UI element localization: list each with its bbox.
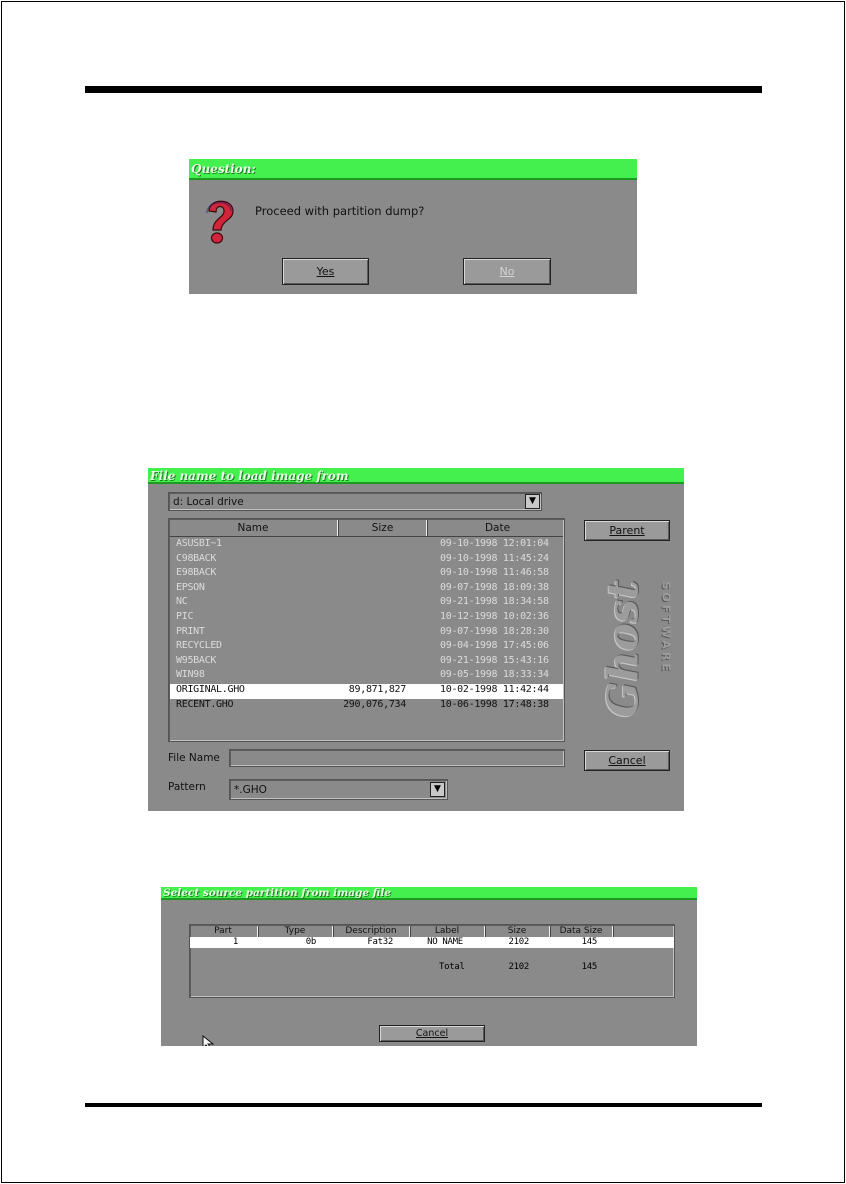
drive-value: d: Local drive xyxy=(173,496,244,508)
file-row[interactable] xyxy=(170,567,563,582)
file-row[interactable] xyxy=(170,626,563,641)
file-date: 10-12-1998 10:02:36 xyxy=(440,611,549,622)
no-button-label: No xyxy=(499,265,515,278)
file-name: W95BACK xyxy=(176,654,217,666)
file-size: 89,871,827 xyxy=(348,684,406,695)
triangle-down-icon[interactable]: ▼ xyxy=(525,494,540,509)
mouse-pointer-icon xyxy=(202,1034,218,1046)
file-row[interactable] xyxy=(170,553,563,568)
file-name-input[interactable] xyxy=(229,749,565,767)
file-size: 290,076,734 xyxy=(343,698,406,710)
partition-total-row xyxy=(190,962,674,973)
header-rule xyxy=(85,86,762,93)
partition-row[interactable] xyxy=(190,937,674,948)
ghost-logo-text: Ghost xyxy=(598,580,648,718)
partition-dialog-title: Select source partition from image file xyxy=(161,887,697,900)
yes-button-label: Yes xyxy=(316,265,335,278)
file-name: RECENT.GHO xyxy=(176,698,234,710)
file-name-label: File Name xyxy=(168,752,220,764)
file-name: NC xyxy=(176,596,188,608)
file-date: 09-07-1998 18:28:30 xyxy=(440,625,549,637)
partition-label: NO NAME xyxy=(427,937,463,947)
file-row[interactable] xyxy=(170,582,563,597)
file-dialog-title: File name to load image from xyxy=(148,468,684,484)
ghost-software-logo xyxy=(588,572,680,722)
file-row[interactable] xyxy=(170,611,563,626)
column-separator xyxy=(337,520,339,536)
ghost-logo-sub: SOFTWARE xyxy=(659,581,673,674)
partition-dialog xyxy=(161,887,697,1046)
question-mark-icon xyxy=(202,194,238,246)
cancel-button[interactable] xyxy=(584,750,670,771)
no-button[interactable] xyxy=(463,258,551,285)
file-name: C98BACK xyxy=(176,552,217,564)
file-row[interactable] xyxy=(170,640,563,655)
file-date: 09-10-1998 11:46:58 xyxy=(440,567,549,579)
drive-combo[interactable] xyxy=(168,492,542,511)
file-date: 09-10-1998 11:45:24 xyxy=(440,552,549,564)
file-row[interactable] xyxy=(170,684,563,699)
column-type-header[interactable]: Type xyxy=(284,926,306,936)
file-row[interactable] xyxy=(170,699,563,714)
file-name: RECYCLED xyxy=(176,640,222,652)
partition-description: Fat32 xyxy=(367,937,393,947)
footer-rule xyxy=(85,1103,762,1107)
column-date-header[interactable]: Date xyxy=(484,522,511,534)
triangle-down-icon[interactable]: ▼ xyxy=(430,782,445,797)
column-description-header[interactable]: Description xyxy=(345,926,397,936)
partition-data-size: 145 xyxy=(581,937,597,947)
partition-part: 1 xyxy=(232,937,238,947)
column-separator xyxy=(612,926,614,937)
partition-table-header xyxy=(191,926,673,937)
file-date: 09-05-1998 18:33:34 xyxy=(440,669,549,681)
partition-cancel-label: Cancel xyxy=(415,1028,449,1039)
partition-cancel-button[interactable] xyxy=(379,1025,485,1042)
column-label-header[interactable]: Label xyxy=(434,926,460,936)
question-message: Proceed with partition dump? xyxy=(255,204,425,218)
file-date: 09-21-1998 15:43:16 xyxy=(440,654,549,666)
file-row[interactable] xyxy=(170,596,563,611)
file-date: 10-02-1998 11:42:44 xyxy=(440,684,549,695)
column-size-header[interactable]: Size xyxy=(507,926,527,936)
file-date: 09-21-1998 18:34:58 xyxy=(440,596,549,608)
file-row[interactable] xyxy=(170,669,563,684)
file-name: ORIGINAL.GHO xyxy=(176,684,245,695)
total-label: Total xyxy=(439,962,465,972)
yes-button[interactable] xyxy=(282,258,369,285)
file-dialog xyxy=(148,468,684,811)
parent-button[interactable] xyxy=(584,520,670,541)
file-rows xyxy=(170,538,563,738)
pattern-label: Pattern xyxy=(168,781,206,793)
total-size: 2102 xyxy=(508,962,529,972)
file-name: WIN98 xyxy=(176,669,205,681)
partition-size: 2102 xyxy=(508,937,529,947)
file-name: E98BACK xyxy=(176,567,217,579)
partition-type: 0b xyxy=(305,937,316,947)
file-date: 09-07-1998 18:09:38 xyxy=(440,581,549,593)
column-name-header[interactable]: Name xyxy=(237,522,269,534)
file-row[interactable] xyxy=(170,655,563,670)
file-name: PIC xyxy=(176,611,194,622)
column-part-header[interactable]: Part xyxy=(214,926,232,936)
total-data-size: 145 xyxy=(581,962,597,972)
question-dialog-title: Question: xyxy=(189,159,637,180)
file-date: 09-04-1998 17:45:06 xyxy=(440,640,549,652)
pattern-value: *.GHO xyxy=(234,784,267,796)
file-name: ASUSBI~1 xyxy=(176,538,222,549)
file-list[interactable] xyxy=(168,518,565,742)
file-row[interactable] xyxy=(170,538,563,553)
question-dialog xyxy=(189,159,637,294)
cancel-button-label: Cancel xyxy=(608,754,646,767)
file-date: 09-10-1998 12:01:04 xyxy=(440,538,549,549)
column-separator xyxy=(426,520,428,536)
partition-table[interactable] xyxy=(189,924,675,998)
file-list-header xyxy=(170,520,563,537)
file-date: 10-06-1998 17:48:38 xyxy=(440,698,549,710)
file-name: PRINT xyxy=(176,625,205,637)
column-size-header[interactable]: Size xyxy=(371,522,394,534)
file-name: EPSON xyxy=(176,581,205,593)
parent-button-label: Parent xyxy=(609,524,645,537)
column-data-size-header[interactable]: Data Size xyxy=(559,926,603,936)
pattern-combo[interactable] xyxy=(229,779,448,800)
